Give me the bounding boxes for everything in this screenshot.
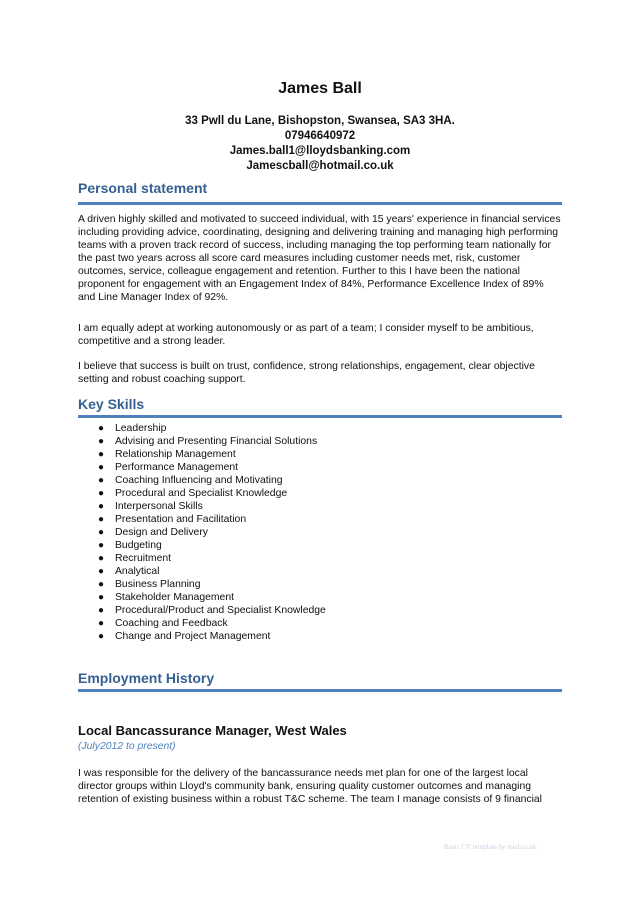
- personal-statement-heading: Personal statement: [78, 180, 208, 196]
- bullet-icon: ●: [98, 449, 105, 460]
- list-item: ● Analytical: [98, 566, 160, 577]
- list-item: ● Performance Management: [98, 462, 239, 473]
- statement-paragraph-3: I believe that success is built on trust, confidence, strong relationships, engagement, clear objective setting and robust coaching support.: [78, 361, 535, 385]
- list-item: ● Presentation and Facilitation: [98, 514, 247, 525]
- personal-email: Jamescball@hotmail.co.uk: [246, 160, 394, 172]
- bullet-icon: ●: [98, 592, 105, 603]
- statement-paragraph-2: I am equally adept at working autonomously or as part of a team; I consider myself to be ambitious, competitive and a strong leader.: [78, 323, 534, 347]
- phone-number: 07946640972: [284, 130, 356, 142]
- address: 33 Pwll du Lane, Bishopston, Swansea, SA3 3HA.: [185, 115, 455, 127]
- section-divider: [78, 415, 562, 418]
- contact-block: [78, 114, 562, 174]
- employment-history-heading: Employment History: [78, 670, 215, 686]
- work-email: James.ball1@lloydsbanking.com: [229, 145, 411, 157]
- list-item: ● Procedural and Specialist Knowledge: [98, 488, 288, 499]
- list-item: ● Coaching and Feedback: [98, 618, 228, 629]
- bullet-icon: ●: [98, 618, 105, 629]
- template-footer: Basic CV template by reed.co.uk: [444, 843, 537, 851]
- bullet-icon: ●: [98, 631, 105, 642]
- bullet-icon: ●: [98, 488, 105, 499]
- bullet-icon: ●: [98, 579, 105, 590]
- list-item: ● Change and Project Management: [98, 631, 271, 642]
- list-item: ● Interpersonal Skills: [98, 501, 203, 512]
- bullet-icon: ●: [98, 566, 105, 577]
- list-item: ● Budgeting: [98, 540, 162, 551]
- job-title: Local Bancassurance Manager, West Wales: [78, 723, 347, 738]
- candidate-name: James Ball: [278, 80, 362, 97]
- key-skills-heading: Key Skills: [78, 396, 145, 412]
- list-item: ● Advising and Presenting Financial Solutions: [98, 436, 318, 447]
- bullet-icon: ●: [98, 553, 105, 564]
- bullet-icon: ●: [98, 514, 105, 525]
- job-dates: (July2012 to present): [78, 741, 176, 752]
- bullet-icon: ●: [98, 436, 105, 447]
- bullet-icon: ●: [98, 527, 105, 538]
- bullet-icon: ●: [98, 423, 105, 434]
- list-item: ● Coaching Influencing and Motivating: [98, 475, 283, 486]
- list-item: ● Recruitment: [98, 553, 172, 564]
- list-item: ● Relationship Management: [98, 449, 236, 460]
- list-item: ● Procedural/Product and Specialist Knowledge: [98, 605, 326, 616]
- list-item: ● Design and Delivery: [98, 527, 208, 538]
- statement-paragraph-1: A driven highly skilled and motivated to succeed individual, with 15 years' experience in financial services including providing advice, coordinating, designing and delivering training and managing high performing teams with a proven track record of success, including managing the top performing team nationally for the past two years across all score card measures including customer needs met, risk, customer outcomes, service, colleague engagement and retention. Further to this I have been the national proponent for engagement with an Engagement Index of 84%, Performance Excellence Index of 89% and Line Manager Index of 92%.: [78, 214, 561, 303]
- list-item: ● Business Planning: [98, 579, 201, 590]
- skills-list: [78, 422, 326, 643]
- section-divider: [78, 689, 562, 692]
- list-item: ● Leadership: [98, 423, 167, 434]
- bullet-icon: ●: [98, 462, 105, 473]
- list-item: ● Stakeholder Management: [98, 592, 234, 603]
- bullet-icon: ●: [98, 540, 105, 551]
- bullet-icon: ●: [98, 475, 105, 486]
- bullet-icon: ●: [98, 605, 105, 616]
- bullet-icon: ●: [98, 501, 105, 512]
- job-description: I was responsible for the delivery of the bancassurance needs met plan for one of the largest local director groups within Lloyd's community bank, ensuring quality customer outcomes and managing retention of existing business within a robust T&C scheme. The team I manage consists of 9 financial: [78, 768, 542, 805]
- section-divider: [78, 202, 562, 205]
